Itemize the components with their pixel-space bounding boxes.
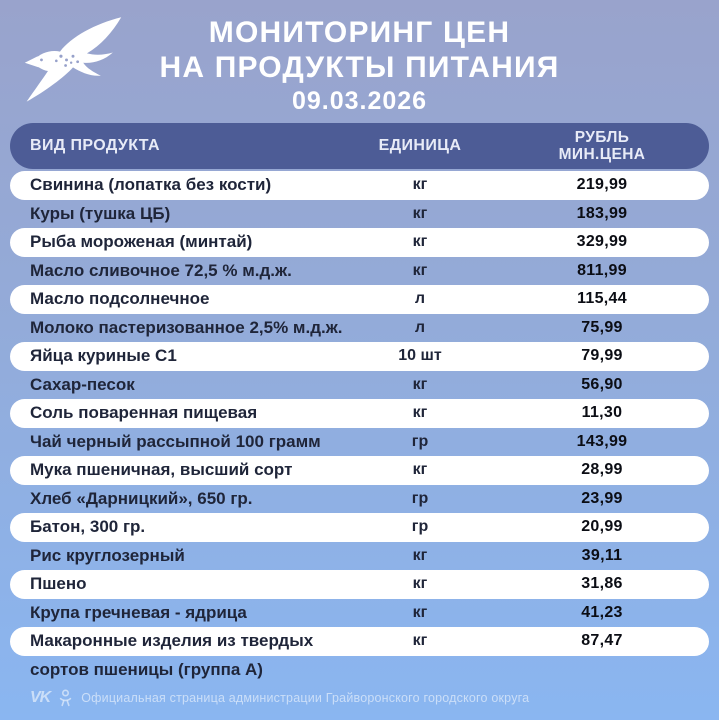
cell-product: Пшено — [30, 574, 87, 594]
cell-unit: л — [414, 290, 426, 308]
cell-unit: кг — [412, 546, 428, 564]
cell-product: Рис круглозерный — [30, 545, 185, 565]
cell-unit: кг — [412, 603, 428, 621]
table-row — [10, 485, 709, 514]
cell-product: Соль поваренная пищевая — [30, 403, 258, 423]
table-row — [10, 171, 709, 200]
cell-price: 39,11 — [581, 546, 623, 564]
table-row — [10, 456, 709, 485]
cell-product-continuation: сортов пшеницы (группа А) — [30, 660, 263, 679]
table-row — [10, 285, 709, 314]
cell-product: Молоко пастеризованное 2,5% м.д.ж. — [30, 317, 343, 337]
cell-unit: кг — [412, 404, 428, 422]
column-header-product: ВИД ПРОДУКТА — [30, 137, 160, 154]
table-row — [10, 599, 709, 628]
cell-price: 20,99 — [581, 518, 623, 536]
cell-price: 23,99 — [581, 489, 623, 507]
cell-price: 329,99 — [576, 233, 628, 251]
table-row — [10, 371, 709, 400]
vk-icon: VK — [30, 689, 51, 706]
cell-unit: 10 шт — [398, 347, 442, 365]
cell-price: 56,90 — [581, 375, 623, 393]
cell-price: 75,99 — [581, 318, 623, 336]
bird-logo-icon — [22, 14, 124, 104]
cell-product: Батон, 300 гр. — [30, 517, 146, 537]
cell-price: 115,44 — [577, 290, 627, 308]
cell-unit: кг — [412, 233, 428, 251]
cell-unit: гр — [411, 489, 429, 507]
price-table — [10, 123, 709, 685]
poster-header — [0, 0, 719, 116]
cell-unit: кг — [412, 176, 428, 194]
table-row — [10, 342, 709, 371]
cell-product: Куры (тушка ЦБ) — [30, 203, 171, 223]
cell-product: Сахар-песок — [30, 374, 135, 394]
cell-product: Макаронные изделия из твердых — [30, 631, 314, 651]
cell-unit: кг — [412, 261, 428, 279]
cell-unit: гр — [411, 432, 429, 450]
poster-date: 09.03.2026 — [291, 87, 428, 115]
table-row — [10, 200, 709, 229]
poster-title-line1: МОНИТОРИНГ ЦЕН — [208, 16, 511, 49]
table-row — [10, 228, 709, 257]
cell-price: 183,99 — [576, 204, 628, 222]
cell-unit: кг — [412, 575, 428, 593]
cell-price: 87,47 — [581, 632, 623, 650]
column-header-unit: ЕДИНИЦА — [378, 137, 462, 154]
cell-product: Чай черный рассыпной 100 грамм — [30, 431, 321, 451]
column-header-price — [495, 129, 709, 163]
table-row — [10, 257, 709, 286]
cell-unit: кг — [412, 204, 428, 222]
ok-odnoklassniki-icon — [59, 689, 72, 707]
column-header-price-line1: РУБЛЬ — [574, 129, 630, 146]
table-row — [10, 513, 709, 542]
table-header-row — [10, 123, 709, 169]
cell-price: 143,99 — [576, 432, 628, 450]
table-row — [10, 399, 709, 428]
cell-price: 79,99 — [581, 347, 623, 365]
cell-price: 219,99 — [576, 176, 628, 194]
cell-unit: кг — [412, 375, 428, 393]
cell-price: 11,30 — [581, 404, 623, 422]
cell-product: Рыба мороженая (минтай) — [30, 232, 253, 252]
table-row — [10, 314, 709, 343]
cell-product: Крупа гречневая - ядрица — [30, 602, 247, 622]
cell-product: Мука пшеничная, высший сорт — [30, 460, 293, 480]
cell-product: Свинина (лопатка без кости) — [30, 175, 272, 195]
column-header-price-line2: МИН.ЦЕНА — [558, 146, 646, 163]
cell-product: Хлеб «Дарницкий», 650 гр. — [30, 488, 253, 508]
table-row — [10, 570, 709, 599]
table-row — [10, 428, 709, 457]
table-body — [10, 171, 709, 685]
cell-unit: кг — [412, 461, 428, 479]
cell-price: 31,86 — [581, 575, 623, 593]
footer-caption: Официальная страница администрации Грайворонского городского округа — [81, 691, 530, 705]
cell-price: 28,99 — [581, 461, 623, 479]
cell-unit: гр — [411, 518, 429, 536]
poster-title-line2: НА ПРОДУКТЫ ПИТАНИЯ — [159, 51, 560, 84]
table-row — [10, 627, 709, 656]
cell-product: Масло подсолнечное — [30, 289, 210, 309]
cell-product: Масло сливочное 72,5 % м.д.ж. — [30, 260, 292, 280]
cell-product: Яйца куриные С1 — [30, 346, 177, 366]
cell-unit: л — [414, 318, 426, 336]
cell-price: 811,99 — [577, 261, 627, 279]
cell-price: 41,23 — [581, 603, 623, 621]
table-row — [10, 542, 709, 571]
poster-footer — [30, 689, 529, 707]
cell-unit: кг — [412, 632, 428, 650]
